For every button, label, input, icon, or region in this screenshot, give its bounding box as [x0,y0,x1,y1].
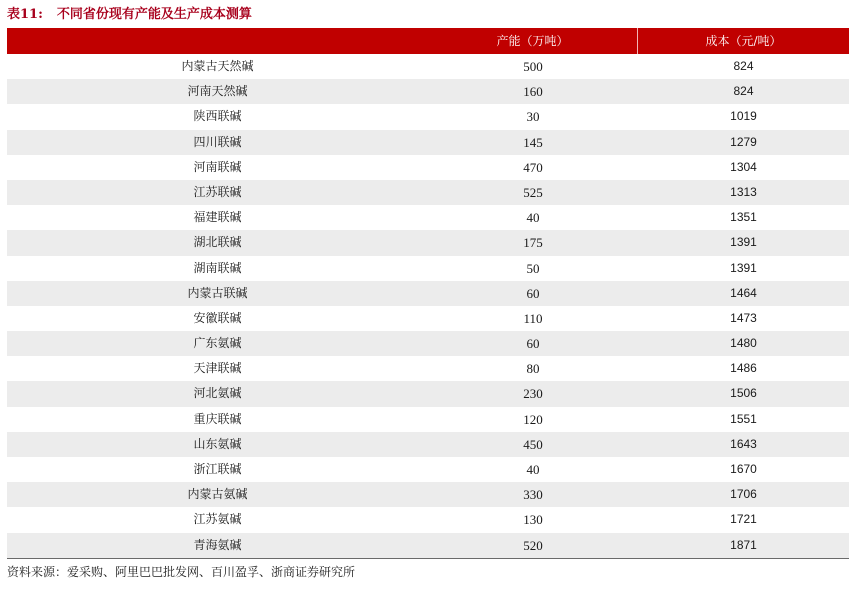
row-name-cell: 广东氨碱 [193,336,242,351]
row-name-cell: 江苏氨碱 [193,512,242,527]
row-capacity-cell: 160 [523,84,543,100]
row-name-cell: 河北氨碱 [193,386,242,401]
table-row [7,381,849,406]
table-row [7,432,849,457]
row-name-cell: 重庆联碱 [193,411,242,426]
row-cost-cell: 1351 [730,210,757,225]
row-capacity-cell: 230 [523,386,543,402]
table-row [7,533,849,558]
table-body [7,54,849,558]
row-capacity-cell: 50 [526,260,540,276]
caption-number: 表11: [7,7,43,22]
row-cost-cell: 824 [733,59,754,73]
row-capacity-cell: 120 [523,411,543,427]
row-name-cell: 湖南联碱 [193,260,242,275]
row-cost-cell: 1721 [730,512,757,527]
row-capacity-cell: 500 [523,59,543,74]
row-capacity-cell: 110 [523,310,543,326]
table-row [7,130,849,155]
row-capacity-cell: 450 [523,436,543,452]
row-capacity-cell: 80 [526,361,540,377]
row-capacity-cell: 330 [523,487,543,503]
row-capacity-cell: 145 [523,134,543,150]
row-name-cell: 福建联碱 [193,210,242,225]
row-cost-cell: 824 [733,84,754,99]
row-capacity-cell: 40 [526,210,540,226]
row-capacity-cell: 30 [526,109,540,125]
row-name-cell: 内蒙古联碱 [187,285,248,300]
table-header [7,28,849,54]
table-row [7,331,849,356]
table-row [7,256,849,281]
row-capacity-cell: 40 [526,462,540,477]
table-bottom-rule [7,558,849,559]
table-row [7,356,849,381]
row-cost-cell: 1871 [730,537,757,552]
row-name-cell: 河南天然碱 [187,84,248,99]
row-capacity-cell: 130 [523,512,543,528]
row-cost-cell: 1464 [730,285,757,300]
row-cost-cell: 1391 [730,235,757,250]
row-cost-cell: 1551 [730,411,757,426]
row-name-cell: 河南联碱 [193,159,242,174]
row-cost-cell: 1304 [730,159,757,174]
table-row [7,281,849,306]
row-cost-cell: 1643 [730,436,757,451]
row-name-cell: 江苏联碱 [193,184,242,199]
header-cost: 成本（元/吨） [705,34,782,48]
row-cost-cell: 1480 [730,336,757,351]
table-row [7,180,849,205]
table-row [7,54,849,79]
header-capacity: 产能（万吨） [428,28,638,54]
row-name-cell: 内蒙古氨碱 [187,487,248,502]
row-capacity-cell: 470 [523,159,543,175]
row-cost-cell: 1706 [730,487,757,502]
row-name-cell: 陕西联碱 [193,109,242,124]
capacity-cost-table [7,28,849,559]
row-cost-cell: 1313 [730,184,757,199]
row-name-cell: 山东氨碱 [193,436,242,451]
row-name-cell: 天津联碱 [193,361,242,376]
row-cost-cell: 1391 [730,260,757,275]
table-row [7,230,849,255]
row-name-cell: 内蒙古天然碱 [181,59,254,73]
table-row [7,306,849,331]
table-caption [7,4,252,26]
table-row [7,457,849,482]
table-row [7,507,849,532]
row-capacity-cell: 175 [523,235,543,251]
row-name-cell: 青海氨碱 [193,537,242,552]
row-capacity-cell: 520 [523,537,543,553]
row-capacity-cell: 60 [526,336,540,352]
row-name-cell: 湖北联碱 [193,235,242,250]
row-cost-cell: 1670 [730,462,757,476]
row-name-cell: 安徽联碱 [193,310,242,325]
row-name-cell: 四川联碱 [193,134,242,149]
table-row [7,104,849,129]
table-row [7,79,849,104]
row-capacity-cell: 525 [523,184,543,200]
caption-title: 不同省份现有产能及生产成本测算 [56,7,252,22]
row-cost-cell: 1279 [730,134,757,149]
row-cost-cell: 1486 [730,361,757,376]
row-name-cell: 浙江联碱 [193,462,242,476]
row-cost-cell: 1473 [730,310,757,325]
row-cost-cell: 1019 [730,109,757,124]
source-note: 资料来源：爱采购、阿里巴巴批发网、百川盈孚、浙商证券研究所 [7,565,356,579]
table-row [7,205,849,230]
row-capacity-cell: 60 [526,285,540,301]
table-row [7,407,849,432]
header-name [7,28,428,54]
row-cost-cell: 1506 [730,386,757,401]
table-row [7,155,849,180]
table-row [7,482,849,507]
